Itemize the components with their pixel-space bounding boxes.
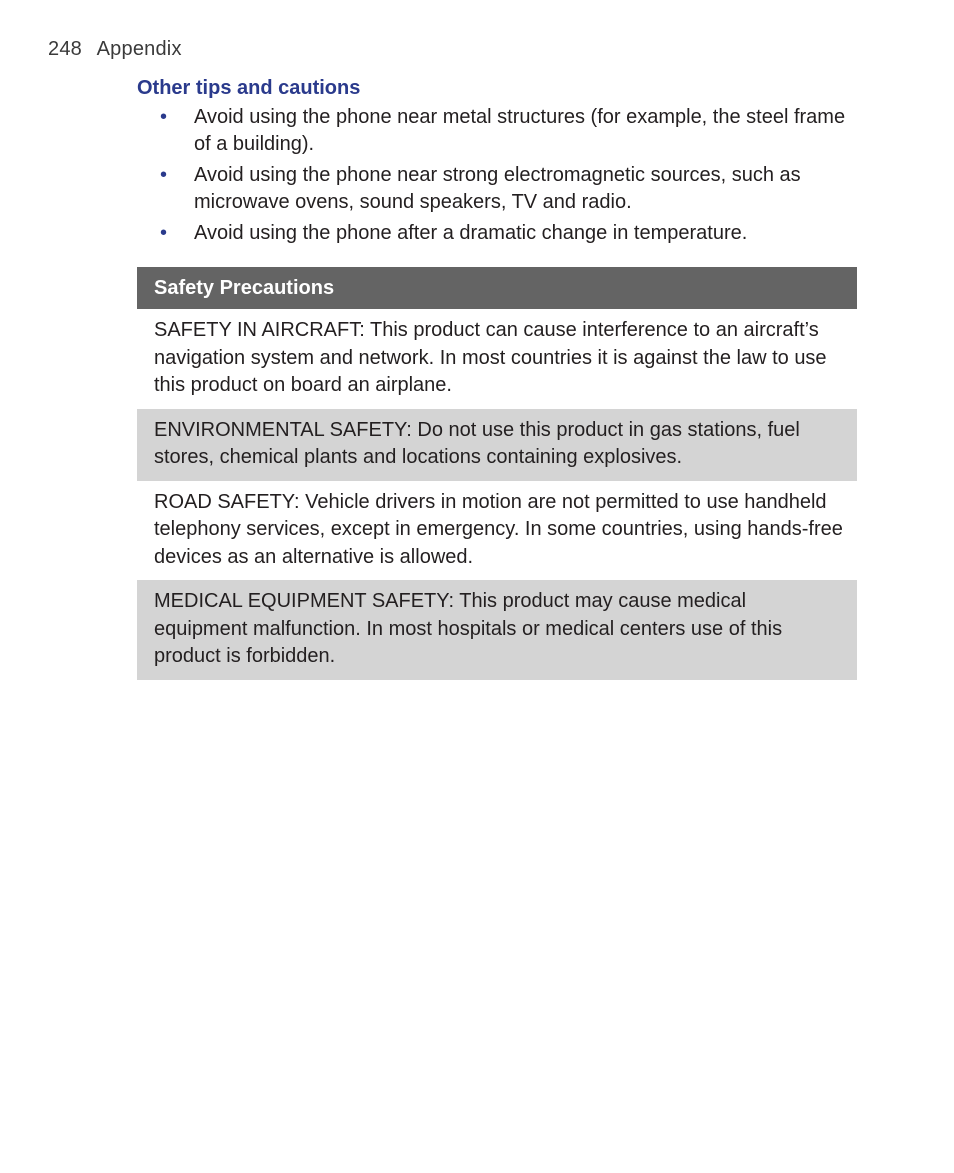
- list-item: [137, 104, 857, 158]
- table-row: ENVIRONMENTAL SAFETY: Do not use this product in gas stations, fuel stores, chemical plants and locations containing explosives.: [137, 409, 857, 481]
- list-item-text: Avoid using the phone after a dramatic change in temperature.: [194, 222, 748, 244]
- tips-list: [137, 104, 857, 251]
- page-header: [48, 38, 182, 61]
- safety-precautions-table: [137, 267, 857, 680]
- table-row: SAFETY IN AIRCRAFT: This product can cause interference to an aircraft’s navigation system and network. In most countries it is against the law to use this product on board an airplane.: [137, 309, 857, 409]
- bullet-icon: •: [160, 222, 168, 244]
- list-item-text: Avoid using the phone near metal structures (for example, the steel frame of a building).: [194, 106, 846, 155]
- page-number: 248: [48, 38, 82, 60]
- bullet-icon: •: [160, 106, 168, 128]
- list-item-text: Avoid using the phone near strong electromagnetic sources, such as microwave ovens, sound speakers, TV and radio.: [194, 164, 801, 213]
- bullet-icon: •: [160, 164, 168, 186]
- list-item: [137, 162, 857, 216]
- table-row: ROAD SAFETY: Vehicle drivers in motion are not permitted to use handheld telephony services, except in emergency. In some countries, using hands-free devices as an alternative is allowed.: [137, 481, 857, 581]
- table-row: MEDICAL EQUIPMENT SAFETY: This product may cause medical equipment malfunction. In most hospitals or medical centers use of this product is forbidden.: [137, 580, 857, 680]
- list-item: [137, 220, 857, 247]
- table-header: Safety Precautions: [137, 267, 857, 309]
- tips-heading: Other tips and cautions: [137, 77, 361, 99]
- section-name: Appendix: [96, 38, 182, 60]
